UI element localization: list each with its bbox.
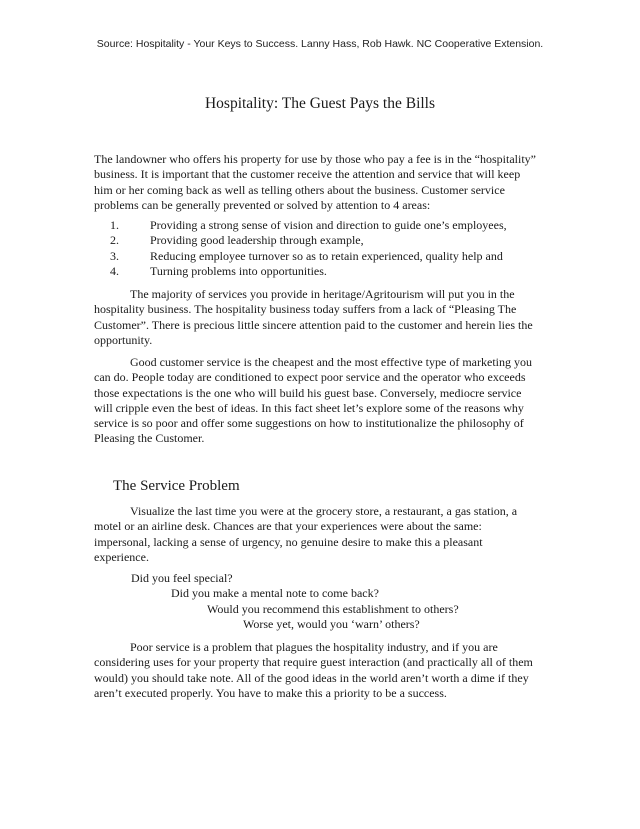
question-line: Did you feel special? bbox=[131, 571, 233, 585]
list-item-text: Providing a strong sense of vision and direction to guide one’s employees, bbox=[150, 218, 507, 232]
question-line: Did you make a mental note to come back? bbox=[171, 586, 379, 600]
list-item-number: 2. bbox=[110, 233, 119, 248]
list-item-number: 3. bbox=[110, 248, 119, 263]
poor-service-paragraph: Poor service is a problem that plagues the hospitality industry, and if you are considering uses for your property that require guest interaction (and practically all of them would) you should take note. All of the good ideas in the world aren’t worth a dime if they aren’t executed properly. You have to make this a priority to be a success. bbox=[94, 640, 533, 700]
list-item-text: Turning problems into opportunities. bbox=[150, 263, 327, 278]
services-paragraph: The majority of services you provide in heritage/Agritourism will put you in the hospitality business. The hospitality business today suffers from a lack of “Pleasing The Customer”. There is precious little sincere attention paid to the customer and herein lies the opportunity. bbox=[94, 287, 533, 347]
list-item bbox=[110, 264, 550, 279]
list-item bbox=[110, 218, 550, 233]
question-line: Would you recommend this establishment to others? bbox=[207, 602, 459, 616]
visualize-paragraph: Visualize the last time you were at the grocery store, a restaurant, a gas station, a motel or an airline desk. Chances are that your experiences were about the same: impersonal, lacking a sense of urgency, no genuine desire to make this a pleasant experience. bbox=[94, 504, 518, 564]
list-item-number: 1. bbox=[110, 218, 119, 232]
key-areas-list bbox=[110, 218, 550, 279]
list-item bbox=[110, 249, 550, 264]
intro-paragraph: The landowner who offers his property for use by those who pay a fee is in the “hospitality” business. It is important that the customer receive the attention and service that will keep him or her coming back as well as telling others about the business. Customer service problems can be generally prevented or solved by attention to 4 areas: bbox=[94, 152, 536, 212]
question-line: Worse yet, would you ‘warn’ others? bbox=[243, 617, 420, 631]
list-item-number: 4. bbox=[110, 263, 119, 278]
document-title: Hospitality: The Guest Pays the Bills bbox=[204, 95, 436, 112]
list-item bbox=[110, 233, 550, 248]
list-item-text: Providing good leadership through example, bbox=[150, 233, 364, 248]
section-heading: The Service Problem bbox=[113, 478, 240, 494]
list-item-text: Reducing employee turnover so as to retain experienced, quality help and bbox=[150, 248, 503, 263]
customer-service-paragraph: Good customer service is the cheapest and the most effective type of marketing you can do. People today are conditioned to expect poor service and the operator who exceeds those expectations is the one who will build his guest base. Conversely, mediocre service will cripple even the best of ideas. In this fact sheet let’s explore some of the reasons why service is so poor and offer some suggestions on how to institutionalize the philosophy of Pleasing the Customer. bbox=[94, 355, 532, 446]
source-citation: Source: Hospitality - Your Keys to Success. Lanny Hass, Rob Hawk. NC Cooperative Extension. bbox=[96, 38, 544, 50]
